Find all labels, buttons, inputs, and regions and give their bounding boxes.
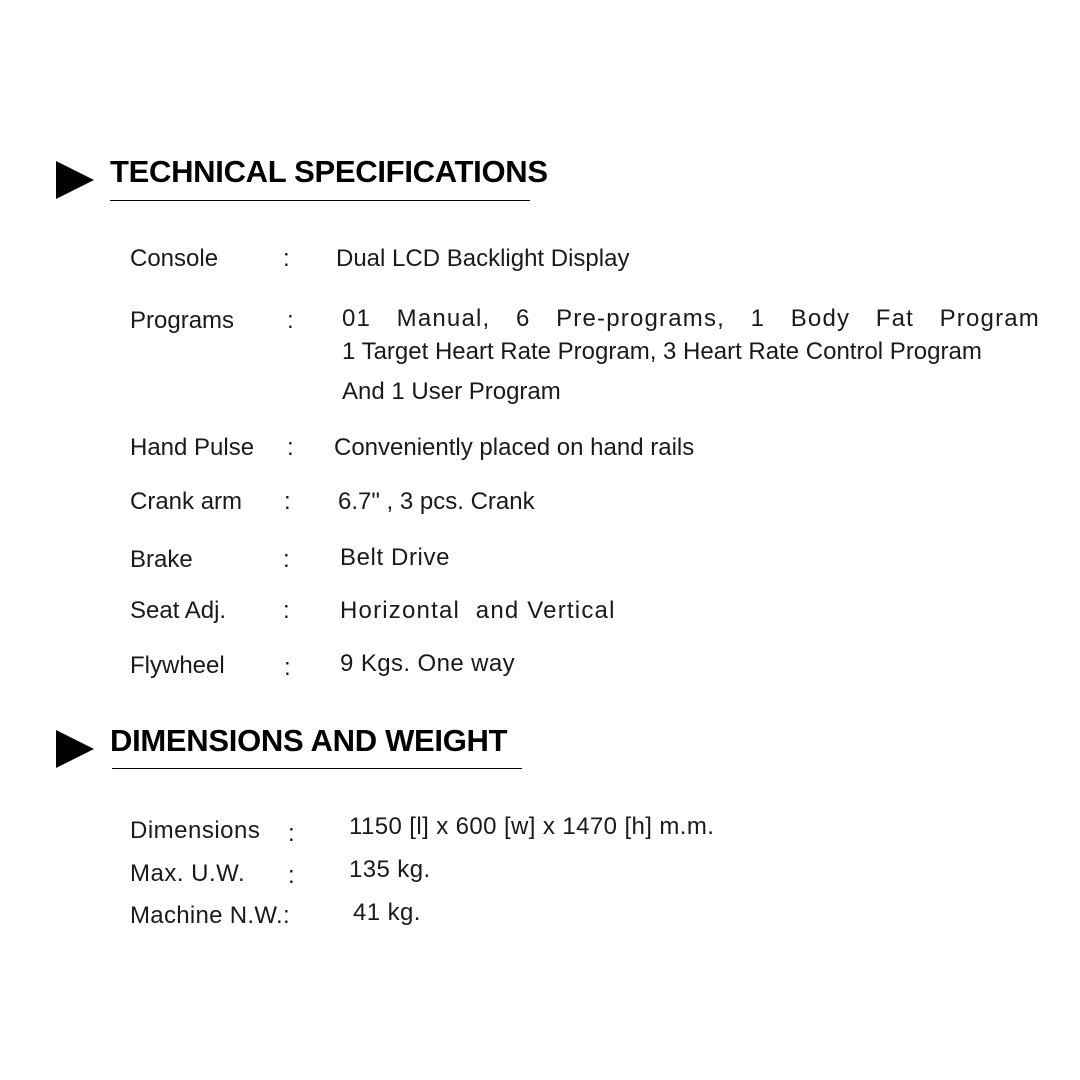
dim-label-machine-nw: Machine N.W.: (130, 902, 290, 929)
spec-label-brake: Brake (130, 546, 193, 573)
spec-colon: : (287, 434, 294, 461)
spec-label-programs: Programs (130, 307, 235, 334)
play-arrow-icon (56, 730, 94, 768)
spec-colon: : (284, 488, 291, 515)
spec-label-crank-arm: Crank arm (130, 488, 243, 515)
dim-colon: : (288, 820, 295, 847)
spec-value-programs (342, 305, 1040, 406)
spec-colon: : (283, 597, 290, 624)
spec-colon: : (287, 307, 294, 334)
spec-value-brake: Belt Drive (340, 544, 451, 571)
dim-label-dimensions: Dimensions (130, 817, 261, 844)
spec-label-hand-pulse: Hand Pulse (130, 434, 255, 461)
dim-value-max-uw: 135 kg. (349, 856, 431, 883)
spec-colon: : (283, 245, 290, 272)
spec-value-console: Dual LCD Backlight Display (336, 245, 630, 272)
spec-value-seat-adj: Horizontal and Vertical (340, 597, 616, 624)
spec-colon: : (283, 546, 290, 573)
spec-value-hand-pulse: Conveniently placed on hand rails (334, 434, 695, 461)
technical-specifications-heading (56, 152, 548, 202)
dim-colon: : (288, 862, 295, 889)
technical-heading-underline (110, 200, 530, 201)
programs-line-3: And 1 User Program (342, 378, 561, 405)
programs-line-1: 01 Manual, 6 Pre-programs, 1 Body Fat Program (342, 305, 1040, 332)
play-arrow-icon (56, 161, 94, 199)
spec-label-console: Console (130, 245, 219, 272)
dim-label-max-uw: Max. U.W. (130, 860, 246, 887)
spec-value-crank-arm: 6.7" , 3 pcs. Crank (338, 488, 535, 515)
dim-value-dimensions: 1150 [l] x 600 [w] x 1470 [h] m.m. (349, 813, 715, 840)
spec-label-flywheel: Flywheel (130, 652, 225, 679)
dimensions-weight-title: DIMENSIONS AND WEIGHT (110, 723, 508, 758)
dim-value-machine-nw: 41 kg. (353, 899, 421, 926)
spec-value-flywheel: 9 Kgs. One way (340, 650, 516, 677)
dimensions-weight-heading (56, 720, 536, 770)
dimensions-heading-underline (112, 768, 522, 769)
technical-specifications-title: TECHNICAL SPECIFICATIONS (110, 154, 548, 189)
spec-label-seat-adj: Seat Adj. (130, 597, 227, 624)
spec-colon: : (284, 654, 291, 681)
programs-line-2: 1 Target Heart Rate Program, 3 Heart Rate Control Program (342, 338, 982, 365)
